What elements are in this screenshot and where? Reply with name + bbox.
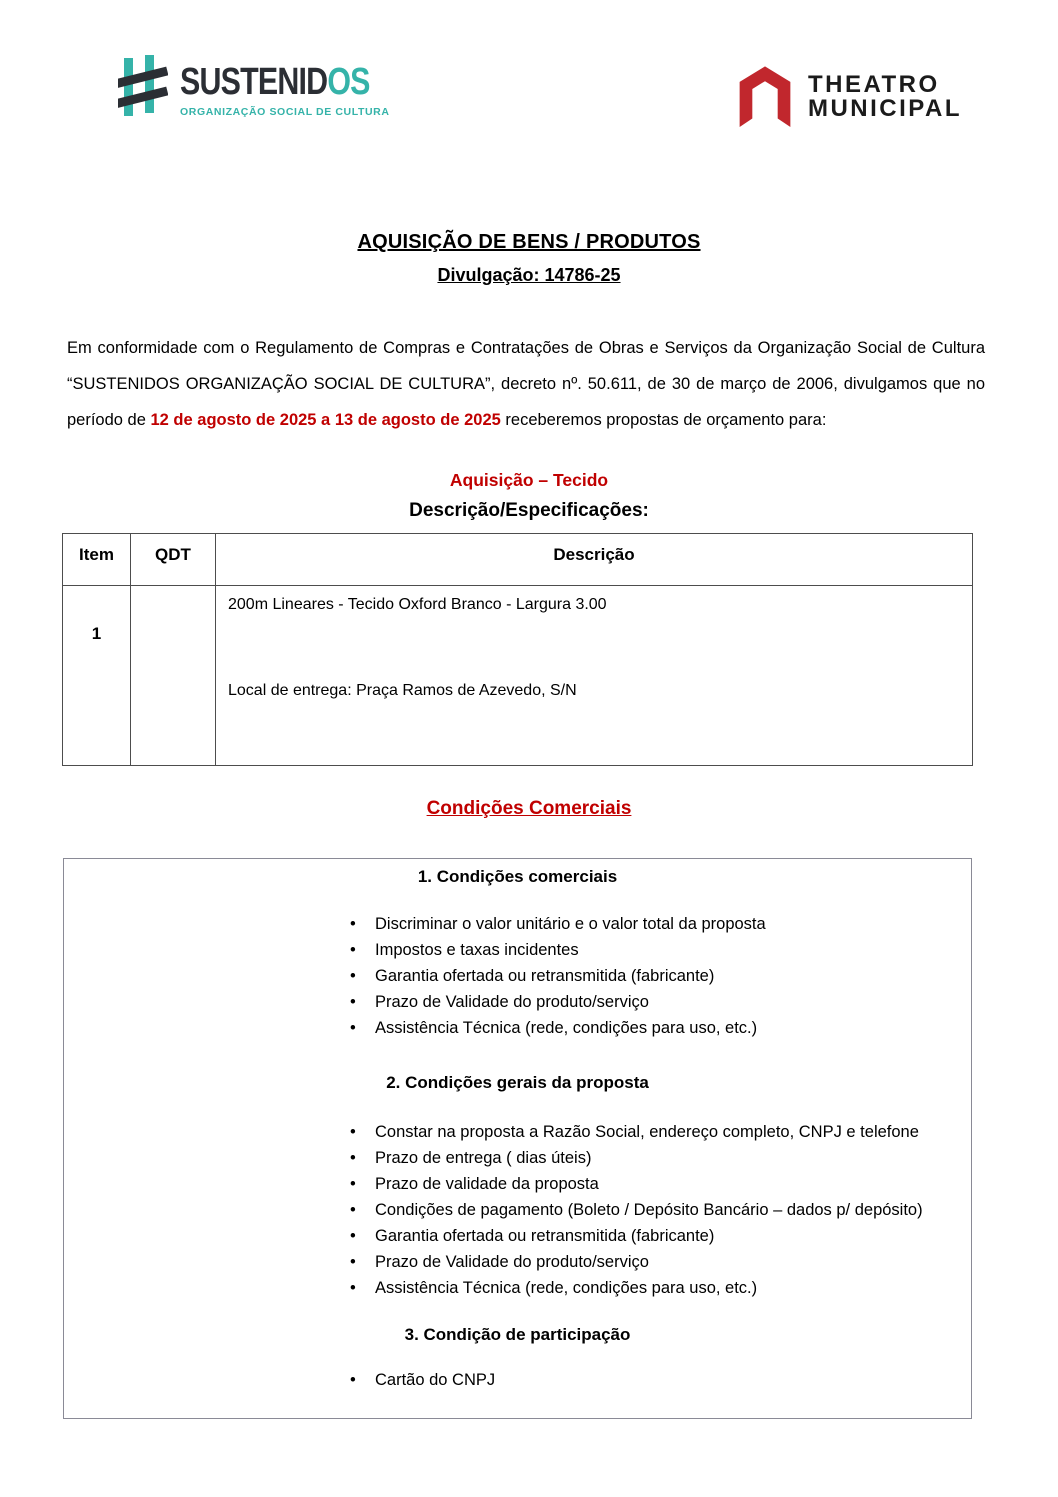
cell-item-number: 1 [63,586,131,766]
cell-qdt [131,586,216,766]
items-table [62,533,973,766]
bullet-item: • Garantia ofertada ou retransmitida (fabricante) [348,963,956,989]
col-header-qdt: QDT [131,534,216,586]
bullet-item: • Assistência Técnica (rede, condições para uso, etc.) [348,1275,956,1301]
specifications-title: Descrição/Especificações: [409,500,649,521]
table-row [63,586,973,766]
bullet-item: • Condições de pagamento (Boleto / Depósito Bancário – dados p/ depósito) [348,1197,956,1223]
description-line1: 200m Lineares - Tecido Oxford Branco - Largura 3.00 [228,596,607,613]
section-3-list [348,1367,956,1393]
document-title: AQUISIÇÃO DE BENS / PRODUTOS [357,231,701,253]
section-3-heading: 3. Condição de participação [404,1325,631,1344]
sustenidos-wordmark [180,63,417,118]
acquisition-title: Aquisição – Tecido [449,470,609,490]
section-1-list [348,911,956,1041]
conditions-box [63,858,972,1419]
bullet-item: • Garantia ofertada ou retransmitida (fabricante) [348,1223,956,1249]
document-subtitle: Divulgação: 14786-25 [437,265,621,285]
theatro-line2: MUNICIPAL [807,95,962,123]
theatro-municipal-logo [734,63,962,129]
bullet-item: • Prazo de validade da proposta [348,1171,956,1197]
col-header-item: Item [63,534,131,586]
intro-part2: receberemos propostas de orçamento para: [500,411,827,429]
sustenidos-hashtag-icon [118,53,168,121]
intro-date-range: 12 de agosto de 2025 a 13 de agosto de 2025 [150,411,501,429]
sustenidos-name-accent: OS [327,61,370,103]
bullet-item: • Impostos e taxas incidentes [348,937,956,963]
section-2-heading: 2. Condições gerais da proposta [386,1073,649,1092]
theatro-wordmark [808,73,962,122]
section-1-heading: 1. Condições comerciais [417,867,618,886]
sustenidos-tagline: ORGANIZAÇÃO SOCIAL DE CULTURA [180,106,390,118]
bullet-item: • Cartão do CNPJ [348,1367,956,1393]
sustenidos-name: SUSTENIDOS [180,61,370,103]
intro-paragraph [67,330,985,438]
bullet-item: • Assistência Técnica (rede, condições para uso, etc.) [348,1015,956,1041]
bullet-item: • Constar na proposta a Razão Social, endereço completo, CNPJ e telefone [348,1119,956,1145]
bullet-item: • Prazo de Validade do produto/serviço [348,1249,956,1275]
section-2-list [348,1119,956,1301]
sustenidos-logo [118,53,417,121]
theatro-arch-icon [734,63,796,129]
header [0,0,1058,145]
description-line2: Local de entrega: Praça Ramos de Azevedo, S/N [228,682,577,699]
bullet-item: • Prazo de Validade do produto/serviço [348,989,956,1015]
cell-description [216,586,973,766]
theatro-line1: THEATRO [807,71,940,98]
bullet-item: • Discriminar o valor unitário e o valor total da proposta [348,911,956,937]
commercial-conditions-title: Condições Comerciais [426,798,632,819]
col-header-descricao: Descrição [216,534,973,586]
bullet-item: • Prazo de entrega ( dias úteis) [348,1145,956,1171]
intro-part1: Em conformidade com o Regulamento de Compras e Contratações de Obras e Serviços da Organização Social de Cultura “SUSTENIDOS ORGANIZAÇÃO SOCIAL DE CULTURA”, decreto nº. 50.611, de 30 de março de 2006, divulgamos que no período de [67,339,985,429]
table-header-row [63,534,973,586]
